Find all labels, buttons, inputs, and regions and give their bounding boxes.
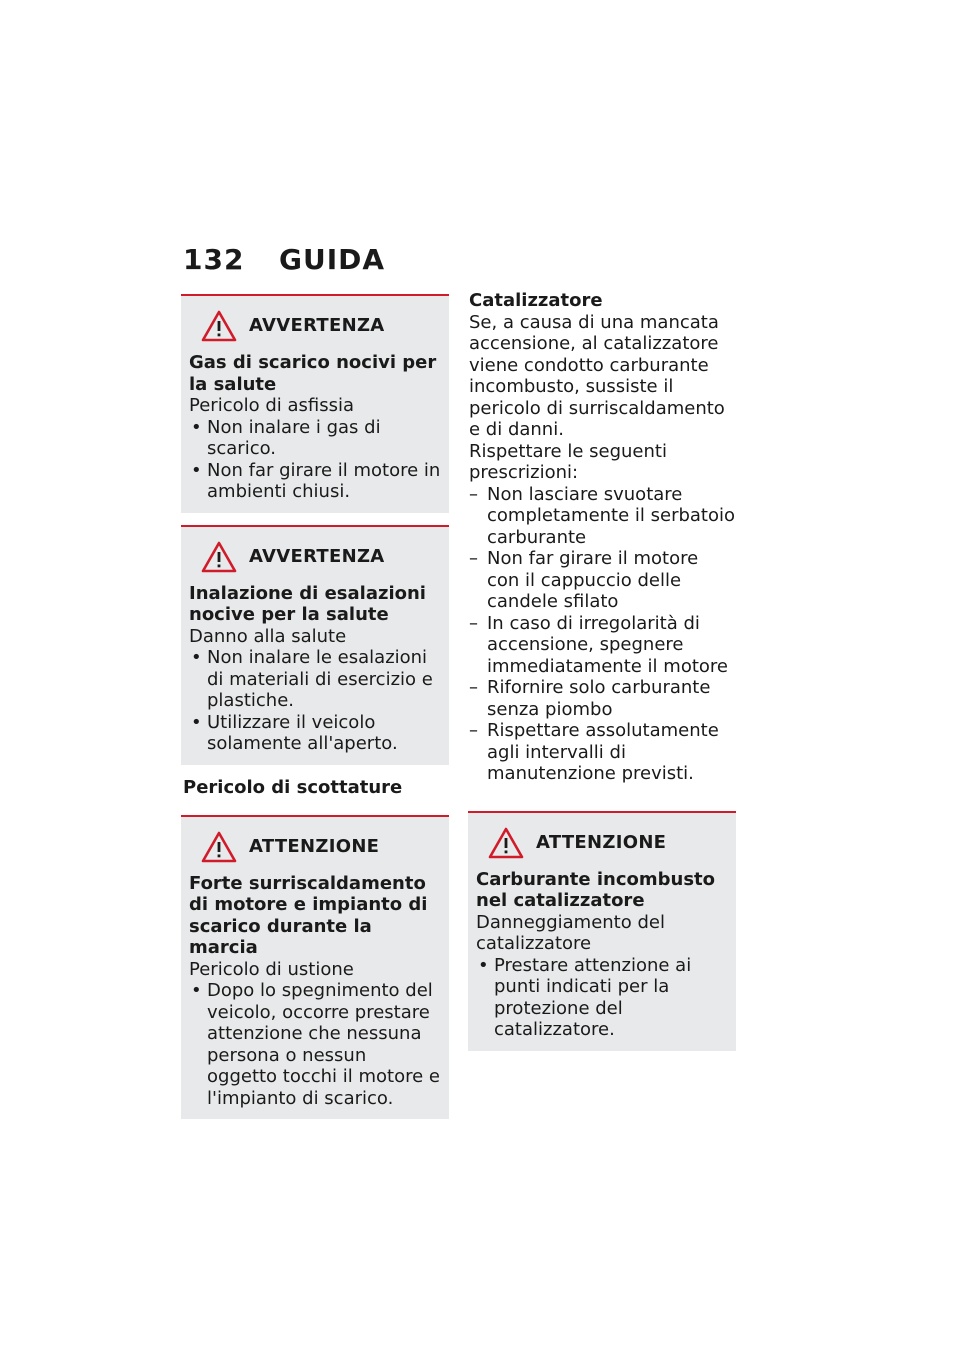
warning-triangle-icon [488,827,524,859]
page-title: GUIDA [279,243,386,276]
catalyst-instruction: Rispettare le seguenti prescrizioni: [469,440,667,483]
caution-box-overheating [181,815,449,1120]
warning-header [189,541,441,573]
catalyst-dash-list [469,484,736,785]
bullet-item: • Dopo lo spegnimento del veicolo, occorre prestare attenzione che nessuna persona o nessun oggetto tocchi il motore e l'impianto di scarico. [189,980,441,1109]
caution-subtitle: Danneggiamento del catalizzatore [476,911,665,954]
dash-item: – In caso di irregolarità di accensione, spegnere immediatamente il motore [469,613,736,678]
warning-label: AVVERTENZA [249,545,385,567]
warning-triangle-icon [201,831,237,863]
caution-label: ATTENZIONE [249,835,380,857]
section-heading-burns: Pericolo di scottature [183,776,403,798]
caution-header [189,831,441,863]
bullet-item: • Prestare attenzione ai punti indicati per la protezione del catalizzatore. [476,955,728,1041]
bullet-item: • Non inalare le esalazioni di materiali di esercizio e plastiche. [189,647,441,712]
dash-item: – Non lasciare svuotare completamente il serbatoio carburante [469,484,736,549]
left-column [181,294,449,1131]
page-number: 132 [183,243,245,276]
warning-title: Gas di scarico nocivi per la salute [189,352,437,395]
bullet-item: • Non inalare i gas di scarico. [189,417,441,460]
warning-subtitle: Danno alla salute [189,625,347,647]
caution-bullet-list [189,980,441,1109]
bullet-item: • Utilizzare il veicolo solamente all'aperto. [189,712,441,755]
warning-subtitle: Pericolo di asfissia [189,395,355,416]
caution-box-catalyst [468,811,736,1051]
catalyst-heading: Catalizzatore [469,290,603,311]
warning-label: AVVERTENZA [249,315,385,337]
warning-title: Inalazione di esalazioni nocive per la salute [189,582,426,625]
caution-subtitle: Pericolo di ustione [189,958,354,980]
caution-header [476,827,728,859]
warning-box-exhaust-gas [181,294,449,513]
dash-item: – Rispettare assolutamente agli intervalli di manutenzione previsti. [469,720,736,785]
caution-label: ATTENZIONE [536,831,667,853]
caution-title: Carburante incombusto nel catalizzatore [476,868,716,911]
warning-triangle-icon [201,310,237,342]
catalyst-section [468,290,736,785]
warning-header [189,310,441,342]
dash-item: – Rifornire solo carburante senza piombo [469,677,736,720]
warning-box-fumes [181,525,449,765]
right-column [468,290,736,1063]
warning-triangle-icon [201,541,237,573]
caution-bullet-list [476,955,728,1041]
warning-bullet-list [189,417,441,503]
warning-bullet-list [189,647,441,755]
catalyst-paragraph: Se, a causa di una mancata accensione, al catalizzatore viene condotto carburante incombusto, sussiste il pericolo di surriscaldamento e di danni. [469,311,725,440]
dash-item: – Non far girare il motore con il cappuccio delle candele sfilato [469,548,736,613]
bullet-item: • Non far girare il motore in ambienti chiusi. [189,460,441,503]
page-header [183,240,385,280]
caution-title: Forte surriscaldamento di motore e impianto di scarico durante la marcia [189,872,428,958]
